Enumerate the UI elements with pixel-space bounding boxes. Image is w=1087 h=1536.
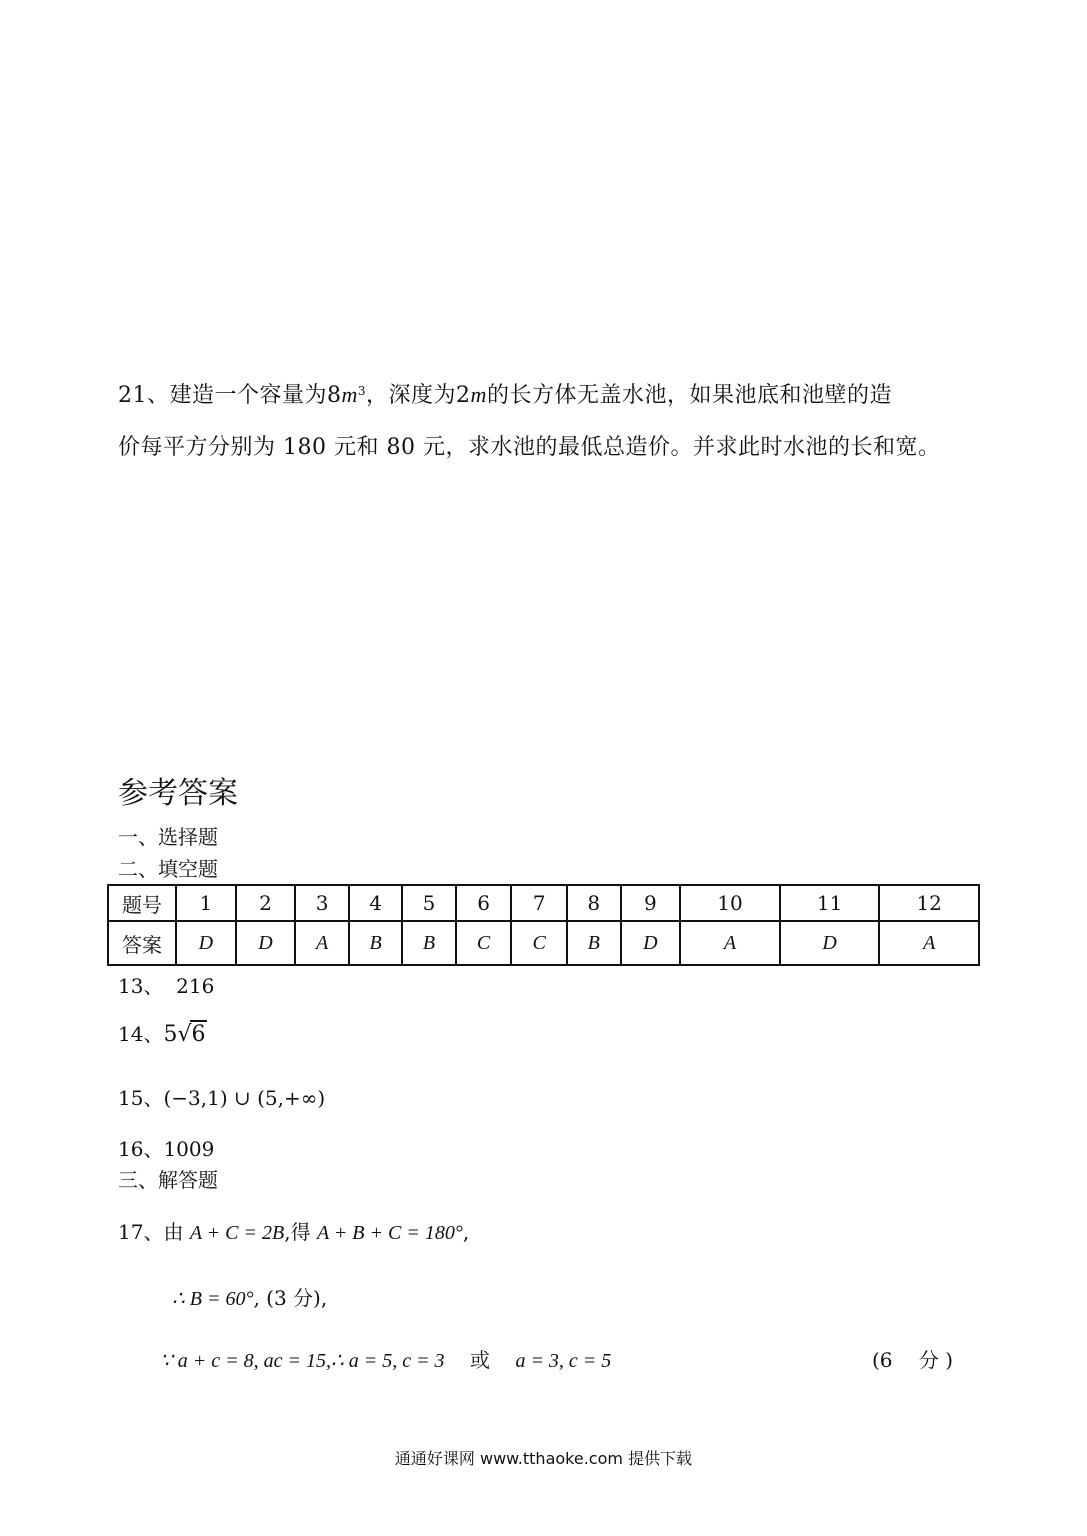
answer-17-line1 [118,1216,469,1245]
answer-cell: B [402,921,455,965]
header-label-cell: 题号 [108,885,176,921]
answer-table-answer-row [108,921,979,965]
a17-eq1: A + C = 2B [189,1222,285,1244]
q21-text-c: 的长方体无盖水池，如果池底和池壁的造 [486,383,892,408]
number-cell: 5 [402,885,455,921]
answer-15-value: (−3,1) ∪ (5,+∞) [163,1086,326,1110]
answer-cell: D [621,921,681,965]
q21-depth-unit: m [470,382,487,407]
answer-table-header-row [108,885,979,921]
number-cell: 6 [456,885,512,921]
answer-14-label: 14、 [118,1022,164,1046]
a17-mid: ,得 [284,1220,311,1244]
number-cell: 8 [567,885,620,921]
answer-cell: D [236,921,296,965]
a17-end: , [462,1220,470,1244]
answer-15 [118,1082,325,1111]
a17-label: 17、由 [118,1220,184,1244]
number-cell: 9 [621,885,681,921]
number-cell: 12 [879,885,979,921]
q21-volume-exponent: 3 [357,384,367,398]
a17-score-6: (6 分 ) [872,1348,954,1372]
answer-16: 16、1009 [118,1137,215,1161]
q21-depth: 2 [456,383,471,408]
sqrt-radicand [191,1020,207,1047]
answer-cell: A [295,921,348,965]
number-cell: 11 [780,885,880,921]
section-choice: 一、选择题 [118,825,218,849]
section-fill: 二、填空题 [118,857,218,881]
answer-14-coef: 5 [163,1022,178,1047]
answer-17-line2 [172,1282,327,1311]
answer-13 [118,970,214,999]
a17-ac-eq: ∵ a + c = 8, ac = 15,∴ a = 5, c = 3 [160,1350,445,1372]
number-cell: 4 [349,885,402,921]
question-21 [118,380,940,463]
answer-17-line3 [160,1344,611,1373]
answer-13-value: 216 [176,974,215,998]
answer-cell: A [680,921,780,965]
sqrt-icon: √ [177,1022,192,1047]
a17-score-3: , (3 分), [253,1286,328,1310]
answer-cell: D [176,921,236,965]
number-cell: 1 [176,885,236,921]
q21-text-a: 21、建造一个容量为 [118,383,327,408]
answer-14 [118,1018,207,1047]
q21-volume-number: 8 [327,383,342,408]
section-solve: 三、解答题 [118,1168,218,1192]
answer-cell: C [456,921,512,965]
answer-13-label: 13、 [118,974,164,998]
answer-cell: B [567,921,620,965]
q21-text-line2: 价每平方分别为 180 元和 80 元，求水池的最低总造价。并求此时水池的长和宽。 [118,435,941,460]
number-cell: 2 [236,885,296,921]
answer-cell: A [879,921,979,965]
answers-title: 参考答案 [118,776,238,811]
a17-b-eq: ∴ B = 60° [172,1288,254,1310]
q21-volume-unit: m [341,382,358,407]
answer-cell: D [780,921,880,965]
a17-alt-eq: a = 3, c = 5 [515,1350,612,1372]
answer-table [107,884,980,966]
answer-cell: C [511,921,567,965]
answer-label-cell: 答案 [108,921,176,965]
q21-text-b: ，深度为 [366,383,457,408]
answer-cell: B [349,921,402,965]
footer-source: 通通好课网 www.tthaoke.com 提供下载 [394,1449,693,1468]
number-cell: 3 [295,885,348,921]
a17-or: 或 [470,1348,490,1372]
answer-15-label: 15、 [118,1086,164,1110]
number-cell: 7 [511,885,567,921]
number-cell: 10 [680,885,780,921]
answer-14-root: 6 [191,1022,206,1047]
a17-eq2: A + B + C = 180° [316,1222,463,1244]
